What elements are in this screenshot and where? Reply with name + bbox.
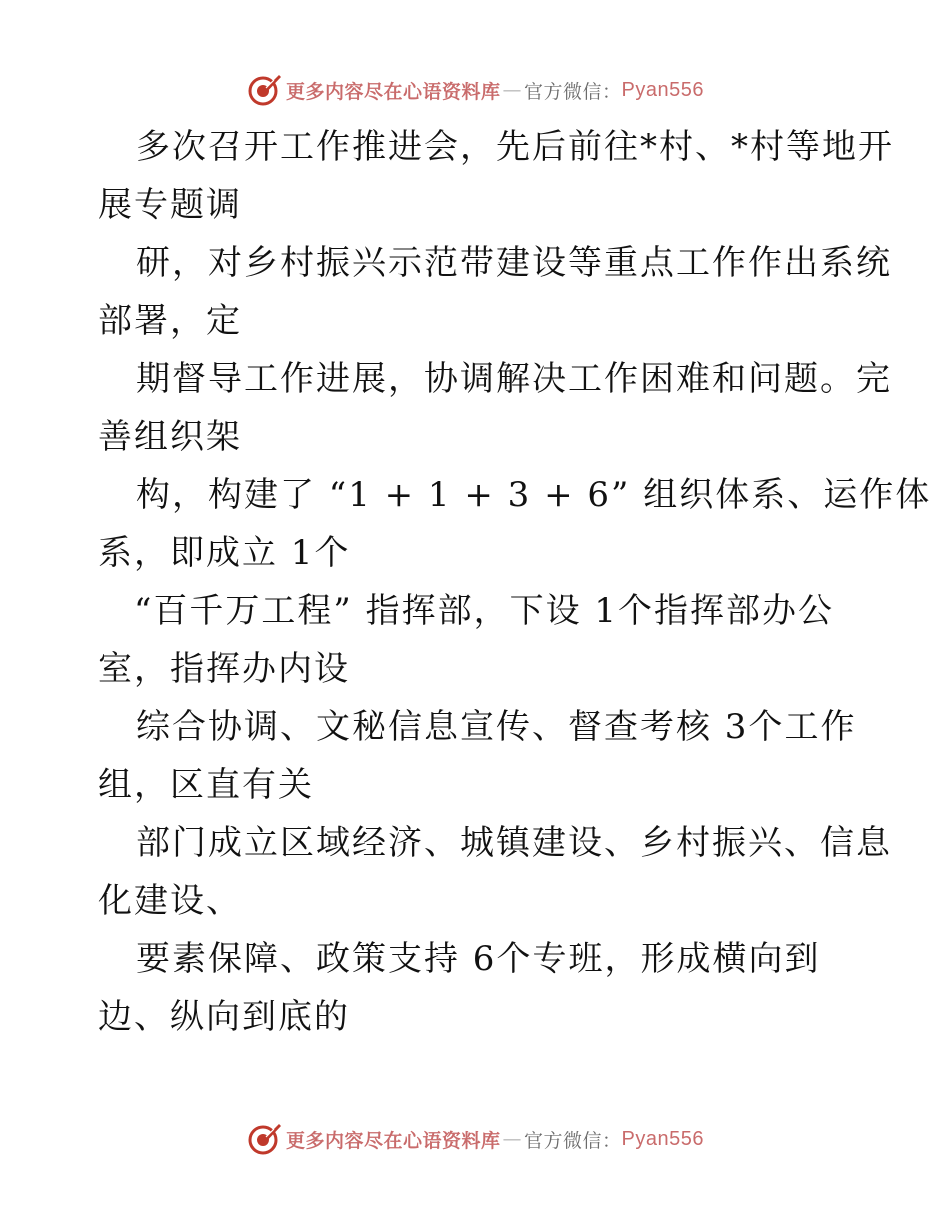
text-line: 多次召开工作推进会，先后前往*村、*村等地开 [136,127,894,167]
text-line: “百千万工程” 指挥部，下设 1个指挥部办公 [134,591,835,631]
footer-watermark [0,1119,950,1159]
watermark-id: Pyan556 [621,1127,704,1150]
text-line: 化建设、 [98,881,242,921]
text-line: 期督导工作进展，协调解决工作困难和问题。完 [136,359,892,399]
text-line: 善组织架 [98,417,242,457]
watermark-main-text: 更多内容尽在心语资料库 [286,80,501,103]
text-line: 部署，定 [98,301,242,341]
text-line: 系，即成立 1个 [98,533,351,573]
document-body [98,118,932,1046]
watermark-main-text: 更多内容尽在心语资料库 [286,1129,501,1152]
watermark-label: 官方微信： [524,80,622,103]
header-watermark [0,70,950,110]
text-line: 组，区直有关 [98,765,314,805]
watermark-id: Pyan556 [621,78,704,101]
watermark-label: 官方微信： [524,1129,622,1152]
quill-logo-icon [246,1121,282,1157]
text-line: 综合协调、文秘信息宣传、督查考核 3个工作 [136,707,857,747]
text-line: 展专题调 [98,185,242,225]
text-line: 构，构建了 “1 + 1 + 3 + 6” 组织体系、运作体 [136,475,932,515]
text-line: 部门成立区域经济、城镇建设、乡村振兴、信息 [136,823,892,863]
text-line: 室，指挥办内设 [98,649,350,689]
quill-logo-icon [246,72,282,108]
text-line: 研，对乡村振兴示范带建设等重点工作作出系统 [136,243,892,283]
watermark-separator: — [502,79,523,101]
text-line: 边、纵向到底的 [98,997,350,1037]
text-line: 要素保障、政策支持 6个专班，形成横向到 [136,939,821,979]
watermark-separator: — [502,1128,523,1150]
